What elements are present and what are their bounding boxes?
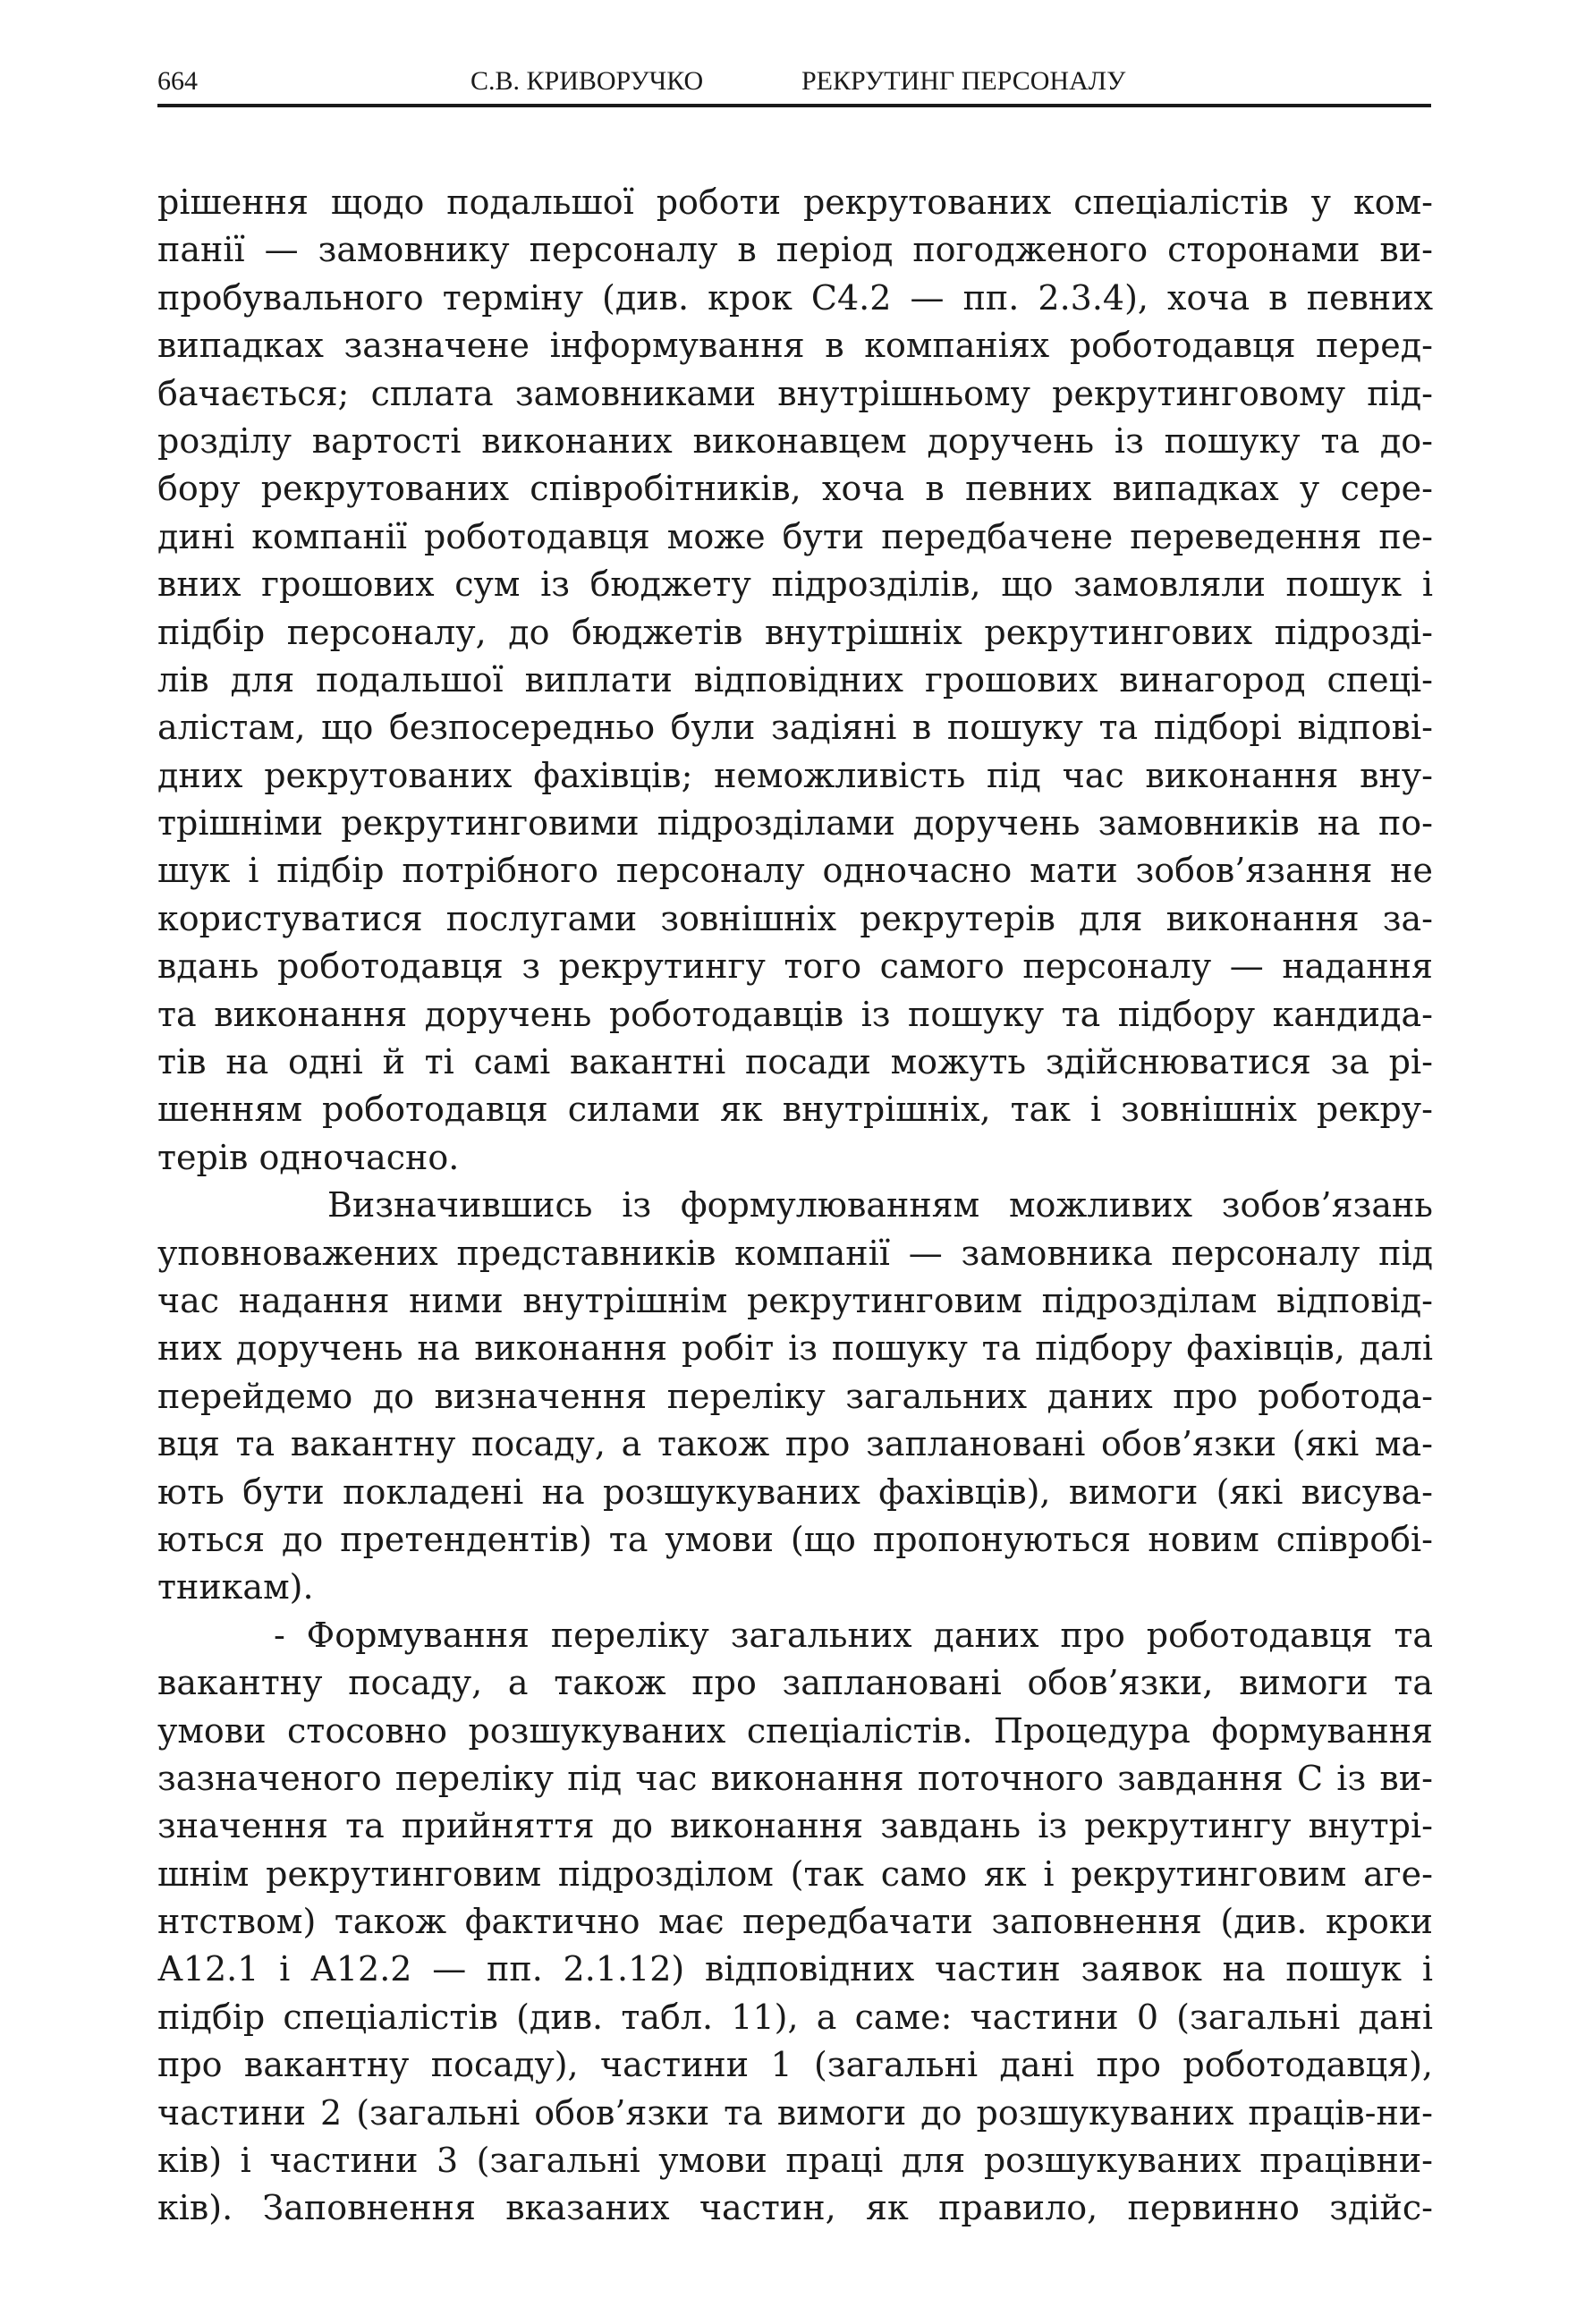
text-line: пробувального терміну (див. крок С4.2 — пп. 2.3.4), хоча в певних [157,277,1433,318]
running-header [157,61,1431,107]
text-line: А12.1 і А12.2 — пп. 2.1.12) відповідних частин заявок на пошук і [157,1949,1433,1989]
text-line: шук і підбір потрібного персоналу одночасно мати зобов’язання не [157,851,1433,891]
text-line: вця та вакантну посаду, а також про заплановані обов’язки (які ма- [157,1424,1433,1464]
text-line: ків). Заповнення вказаних частин, як правило, первинно здійс- [157,2188,1433,2228]
text-line: випадках зазначене інформування в компаніях роботодавця перед- [157,326,1433,366]
text-line: вних грошових сум із бюджету підрозділів, що замовляли пошук і [157,564,1433,605]
text-line: - Формування переліку загальних даних про роботодавця та [274,1615,1433,1655]
text-line: дних рекрутованих фахівців; неможливість під час виконання вну- [157,755,1433,795]
book-title: РЕКРУТИНГ ПЕРСОНАЛУ [801,66,1126,96]
text-line: уповноважених представників компанії — замовника персоналу під [157,1233,1433,1273]
author-name: С.В. КРИВОРУЧКО [470,66,704,96]
text-line: алістам, що безпосередньо були задіяні в пошуку та підборі відпові- [157,708,1433,748]
text-line: ють бути покладені на розшукуваних фахівців), вимоги (які висува- [157,1472,1433,1512]
page-number: 664 [157,66,198,96]
text-line: бачається; сплата замовниками внутрішньому рекрутинговому під- [157,373,1433,413]
body-text [157,179,1433,2233]
text-line: терів одночасно. [157,1137,460,1177]
text-line: час надання ними внутрішнім рекрутинговим підрозділам відповід- [157,1280,1433,1320]
text-line: Визначившись із формулюванням можливих зобов’язань [327,1185,1433,1226]
text-line: підбір спеціалістів (див. табл. 11), а саме: частини 0 (загальні дані [157,1997,1433,2037]
text-line: трішніми рекрутинговими підрозділами доручень замовників на по- [157,803,1433,844]
text-line: тів на одні й ті самі вакантні посади можуть здійснюватися за рі- [157,1042,1433,1082]
text-line: дині компанії роботодавця може бути передбачене переведення пе- [157,516,1433,556]
text-line: вдань роботодавця з рекрутингу того самого персоналу — надання [157,946,1433,987]
text-line: нтством) також фактично має передбачати заповнення (див. кроки [157,1902,1433,1942]
text-line: рішення щодо подальшої роботи рекрутованих спеціалістів у ком- [157,182,1433,222]
text-line: та виконання доручень роботодавців із пошуку та підбору кандида- [157,994,1433,1034]
text-line: розділу вартості виконаних виконавцем доручень із пошуку та до- [157,420,1433,461]
text-line: шенням роботодавця силами як внутрішніх, так і зовнішніх рекру- [157,1090,1433,1130]
text-line: частини 2 (загальні обов’язки та вимоги до розшукуваних праців-ни- [157,2092,1433,2133]
text-line: користуватися послугами зовнішніх рекрутерів для виконання за- [157,898,1433,938]
text-line: умови стосовно розшукуваних спеціалістів. Процедура формування [157,1710,1433,1751]
text-line: ються до претендентів) та умови (що пропонуються новим співробі- [157,1519,1433,1559]
text-line: лів для подальшої виплати відповідних грошових винагород спеці- [157,659,1433,700]
text-line: бору рекрутованих співробітників, хоча в певних випадках у сере- [157,469,1433,509]
text-line: про вакантну посаду), частини 1 (загальні дані про роботодавця), [157,2045,1433,2085]
text-line: зазначеного переліку під час виконання поточного завдання С із ви- [157,1758,1433,1798]
text-line: тникам). [157,1567,314,1607]
text-line: вакантну посаду, а також про заплановані обов’язки, вимоги та [157,1663,1433,1703]
text-line: ків) і частини 3 (загальні умови праці для розшукуваних працівни- [157,2141,1433,2181]
text-line: перейдемо до визначення переліку загальних даних про роботода- [157,1376,1433,1416]
text-line: значення та прийняття до виконання завдань із рекрутингу внутрі- [157,1806,1433,1846]
text-line: них доручень на виконання робіт із пошуку та підбору фахівців, далі [157,1328,1433,1369]
text-line: панії — замовнику персоналу в період погодженого сторонами ви- [157,230,1433,270]
text-line: підбір персоналу, до бюджетів внутрішніх рекрутингових підрозді- [157,612,1433,652]
text-line: шнім рекрутинговим підрозділом (так само як і рекрутинговим аге- [157,1853,1433,1894]
